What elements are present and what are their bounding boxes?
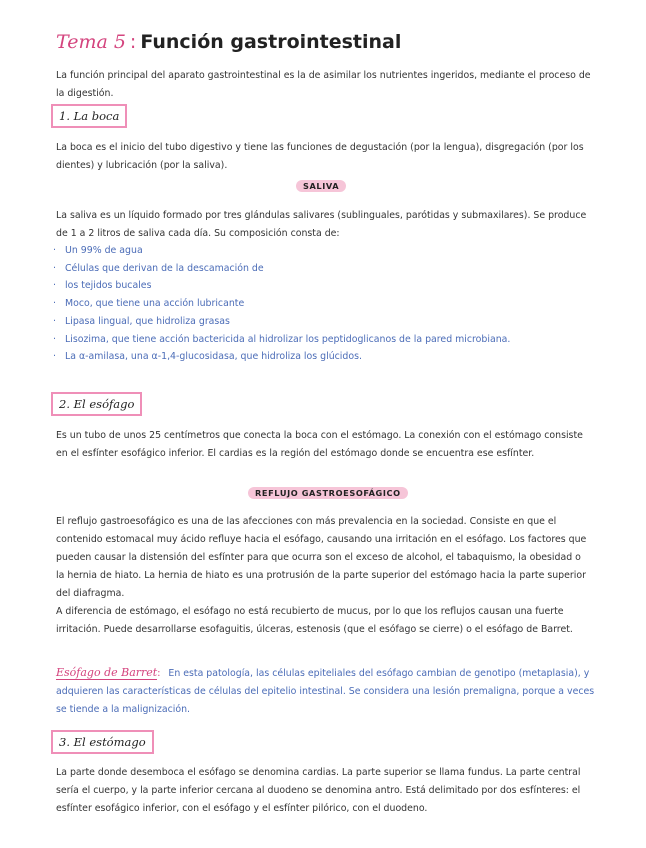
- reflujo-pill: REFLUJO GASTROESOFÁGICO: [248, 487, 408, 499]
- heading-el-esofago: 2. El esófago: [51, 392, 142, 416]
- title-topic: Tema 5: [56, 31, 126, 53]
- title-separator: :: [129, 31, 137, 53]
- list-item: · Lisozima, que tiene acción bactericida al hidrolizar los peptidoglicanos de la pared microbiana.: [53, 333, 511, 345]
- list-item: · Moco, que tiene una acción lubricante: [53, 298, 245, 310]
- intro-paragraph: La función principal del aparato gastrointestinal es la de asimilar los nutrientes ingeridos, mediante el proceso de la digestión.: [56, 70, 591, 99]
- esofago-paragraph: Es un tubo de unos 25 centímetros que conecta la boca con el estómago. La conexión con el estómago consiste en el esfínter esofágico inferior. El cardias es la región del estómago donde se encuentra ese esfínter.: [56, 430, 583, 459]
- barret-note: [56, 664, 596, 719]
- heading-la-boca: 1. La boca: [51, 104, 127, 128]
- estomago-paragraph: La parte donde desemboca el esófago se denomina cardias. La parte superior se llama fundus. La parte central sería el cuerpo, y la parte inferior cercana al duodeno se denomina antro. Está delimitado por dos esfínteres: el esfínter esofágico inferior, con el esófago y el esfínter pilórico, con el duodeno.: [56, 767, 581, 814]
- list-item: · La α-amilasa, una α-1,4-glucosidasa, que hidroliza los glúcidos.: [53, 351, 362, 363]
- reflujo-paragraph: El reflujo gastroesofágico es una de las afecciones con más prevalencia en la sociedad. Consiste en que el contenido estomacal muy ácido refluye hacia el esófago, causando una irritación en el esófago. Los factores que pueden causar la distensión del esfínter para que ocurra son el exceso de alcohol, el tabaquismo, la obesidad o la hernia de hiato. La hernia de hiato es una protrusión de la parte superior del estómago hacia la parte superior del diafragma.: [56, 516, 587, 599]
- list-item: · Un 99% de agua: [53, 245, 143, 256]
- boca-paragraph: La boca es el inicio del tubo digestivo y tiene las funciones de degustación (por la lengua), disgregación (por los dientes) y lubricación (por la saliva).: [56, 142, 584, 171]
- barret-text: En esta patología, las células epiteliales del esófago cambian de genotipo (metaplasia), y adquieren las características de células del epitelio intestinal. Se considera una lesión premaligna, porque a veces se tiende a la malignización.: [56, 668, 595, 715]
- saliva-composition-list: [53, 242, 510, 366]
- list-item: · los tejidos bucales: [53, 280, 152, 292]
- barret-label: Esófago de Barret: [56, 666, 158, 679]
- barret-separator: :: [157, 668, 161, 679]
- saliva-pill: SALIVA: [296, 180, 346, 192]
- list-item: · Lipasa lingual, que hidroliza grasas: [53, 315, 230, 327]
- title-main: Función gastrointestinal: [140, 31, 402, 53]
- heading-el-estomago: 3. El estómago: [51, 730, 154, 754]
- saliva-paragraph: La saliva es un líquido formado por tres glándulas salivares (sublinguales, parótidas y submaxilares). Se produce de 1 a 2 litros de saliva cada día. Su composición consta de:: [56, 210, 587, 239]
- esofago-irritation-paragraph: A diferencia de estómago, el esófago no está recubierto de mucus, por lo que los reflujos causan una fuerte irritación. Puede desarrollarse esofaguitis, úlceras, estenosis (que el esófago se cierre) o el esófago de Barret.: [56, 606, 573, 635]
- page-title: [56, 31, 401, 53]
- list-item: · Células que derivan de la descamación de: [53, 262, 264, 274]
